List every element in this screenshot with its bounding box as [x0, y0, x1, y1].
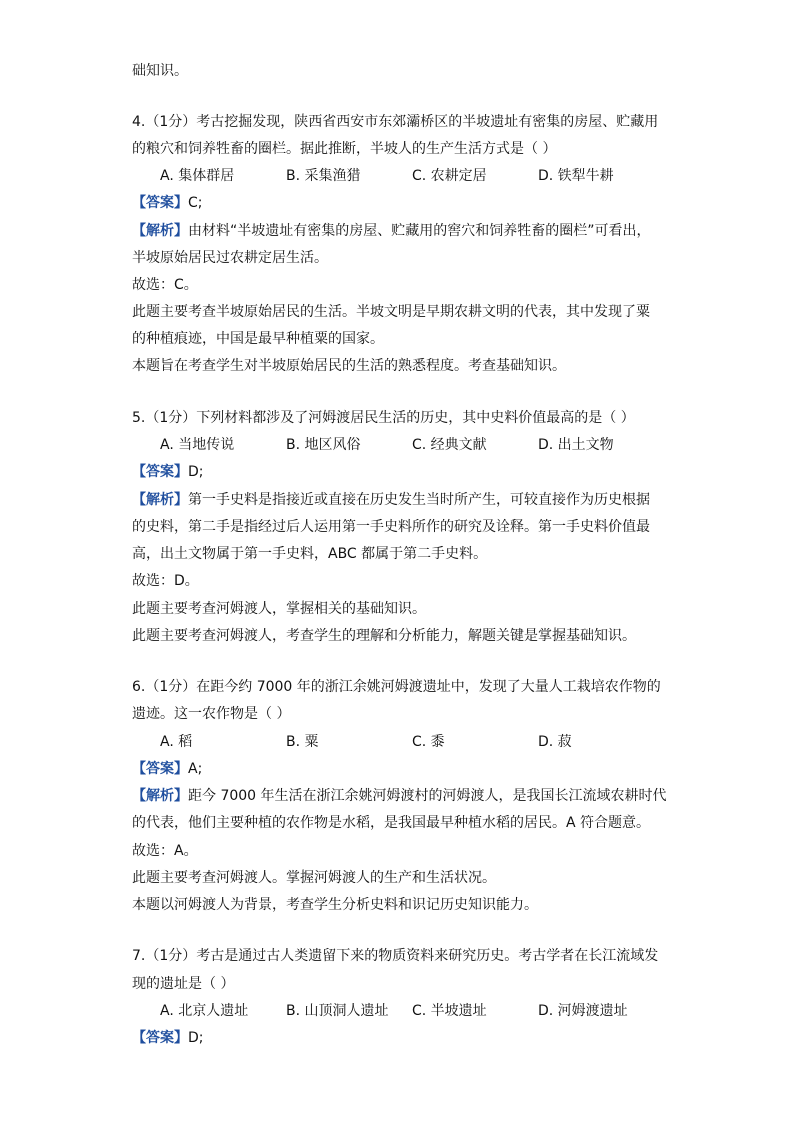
option-a: A. 北京人遗址 — [160, 1003, 249, 1019]
answer-line — [132, 463, 204, 481]
note-text: 本题旨在考查学生对半坡原始居民的生活的熟悉程度。考查基础知识。 — [132, 358, 566, 374]
option-a: A. 集体群居 — [160, 168, 235, 184]
option-c: C. 黍 — [412, 734, 445, 750]
note-text: 此题主要考查半坡原始居民的生活。半坡文明是早期农耕文明的代表，其中发现了粟 — [132, 304, 650, 320]
choose-line: 故选：A。 — [132, 843, 198, 859]
option-b: B. 粟 — [286, 734, 319, 750]
analysis-text: 距今 7000 年生活在浙江余姚河姆渡村的河姆渡人，是我国长江流域农耕时代 — [188, 788, 667, 804]
answer-value: A; — [188, 761, 203, 777]
note-text: 此题主要考查河姆渡人，掌握相关的基础知识。 — [132, 601, 426, 617]
question-stem: 7.（1分）考古是通过古人类遗留下来的物质资料来研究历史。考古学者在长江流域发 — [132, 948, 659, 964]
option-a: A. 稻 — [160, 734, 193, 750]
note-text: 本题以河姆渡人为背景，考查学生分析史料和识记历史知识能力。 — [132, 897, 538, 913]
answer-value: D; — [188, 464, 204, 480]
analysis-text: 第一手史料是指接近或直接在历史发生当时所产生，可较直接作为历史根据 — [188, 492, 650, 508]
analysis-tag: 【解析】 — [132, 223, 188, 239]
question-stem: 4.（1分）考古挖掘发现，陕西省西安市东郊灞桥区的半坡遗址有密集的房屋、贮藏用 — [132, 114, 659, 130]
answer-value: C; — [188, 195, 203, 211]
note-text: 此题主要考查河姆渡人。掌握河姆渡人的生产和生活状况。 — [132, 870, 496, 886]
top-line: 础知识。 — [132, 63, 188, 79]
answer-tag: 【答案】 — [132, 761, 188, 777]
answer-line — [132, 1029, 204, 1047]
analysis-text: 半坡原始居民过农耕定居生活。 — [132, 250, 328, 266]
option-b: B. 采集渔猎 — [286, 168, 361, 184]
question-stem: 的粮穴和饲养牲畜的圈栏。据此推断，半坡人的生产生活方式是（ ） — [132, 141, 557, 157]
answer-tag: 【答案】 — [132, 464, 188, 480]
question-stem: 遗迹。这一农作物是（ ） — [132, 706, 291, 722]
option-c: C. 半坡遗址 — [412, 1003, 487, 1019]
option-a: A. 当地传说 — [160, 437, 235, 453]
analysis-line — [132, 491, 650, 509]
analysis-line — [132, 222, 651, 240]
option-c: C. 农耕定居 — [412, 168, 487, 184]
option-d: D. 铁犁牛耕 — [538, 168, 614, 184]
note-text: 此题主要考查河姆渡人，考查学生的理解和分析能力，解题关键是掌握基础知识。 — [132, 628, 636, 644]
question-stem: 5.（1分）下列材料都涉及了河姆渡居民生活的历史，其中史料价值最高的是（ ） — [132, 410, 635, 426]
option-d: D. 河姆渡遗址 — [538, 1003, 628, 1019]
analysis-text: 的代表，他们主要种植的农作物是水稻，是我国最早种植水稻的居民。A 符合题意。 — [132, 815, 651, 831]
answer-tag: 【答案】 — [132, 1030, 188, 1046]
answer-tag: 【答案】 — [132, 195, 188, 211]
answer-line — [132, 194, 203, 212]
analysis-text: 的史料，第二手是指经过后人运用第一手史料所作的研究及诠释。第一手史料价值最 — [132, 519, 650, 535]
answer-line — [132, 760, 202, 778]
question-stem: 现的遗址是（ ） — [132, 976, 235, 992]
analysis-tag: 【解析】 — [132, 492, 188, 508]
analysis-tag: 【解析】 — [132, 788, 188, 804]
option-b: B. 山顶洞人遗址 — [286, 1003, 389, 1019]
choose-line: 故选：D。 — [132, 573, 199, 589]
option-d: D. 出土文物 — [538, 437, 614, 453]
option-b: B. 地区风俗 — [286, 437, 361, 453]
analysis-text: 高，出土文物属于第一手史料，ABC 都属于第二手史料。 — [132, 546, 488, 562]
analysis-text: 由材料“半坡遗址有密集的房屋、贮藏用的窖穴和饲养牲畜的圈栏”可看出， — [188, 223, 651, 239]
answer-value: D; — [188, 1030, 204, 1046]
question-stem: 6.（1分）在距今约 7000 年的浙江余姚河姆渡遗址中，发现了大量人工栽培农作物的 — [132, 679, 661, 695]
option-c: C. 经典文献 — [412, 437, 487, 453]
note-text: 的种植痕迹，中国是最早种植粟的国家。 — [132, 331, 384, 347]
analysis-line — [132, 787, 667, 805]
option-d: D. 菽 — [538, 734, 572, 750]
choose-line: 故选：C。 — [132, 277, 198, 293]
